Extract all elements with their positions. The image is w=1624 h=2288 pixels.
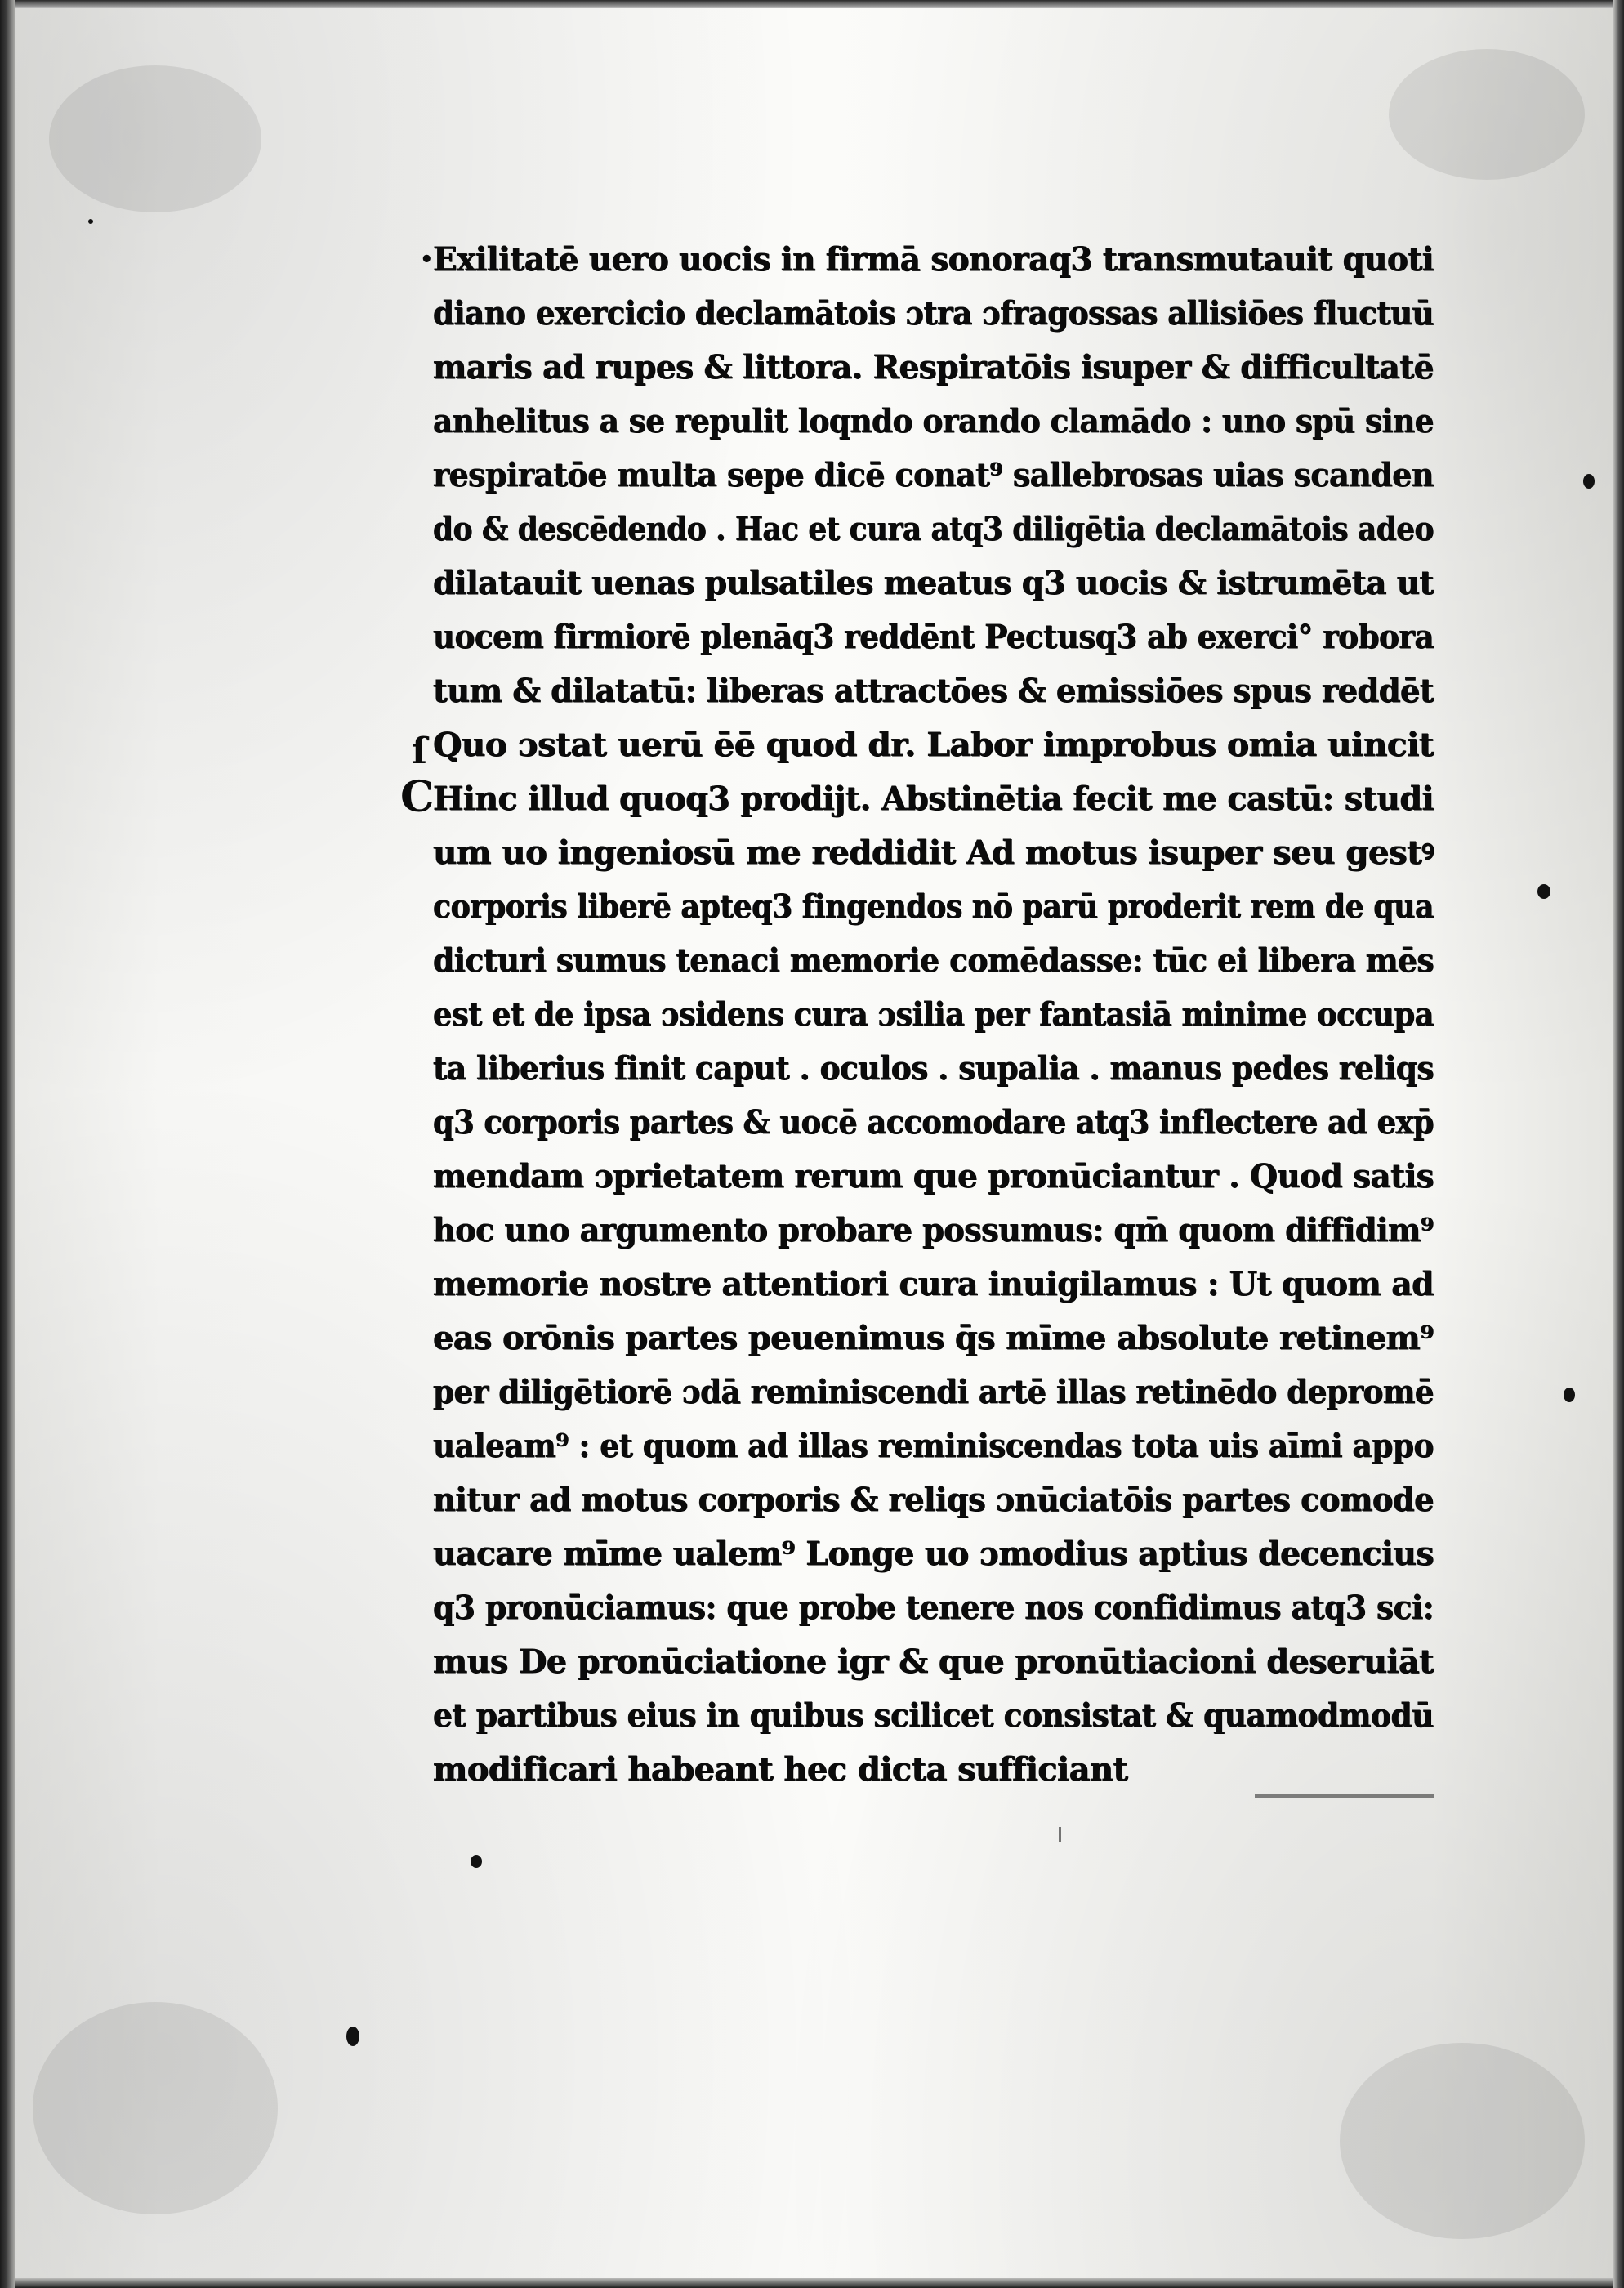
text-line: corporis liberē apteq3 fingendos nō parū proderit rem de qua [433, 887, 1434, 926]
ink-dot [346, 2027, 359, 2046]
text-line: memorie nostre attentiori cura inuigilamus : Ut quom ad [433, 1265, 1434, 1303]
paper-stain [1389, 49, 1585, 180]
scan-right-edge [1613, 0, 1624, 2288]
text-line: mus De pronūciatione igr & que pronūtiacioni deseruiāt [433, 1642, 1434, 1681]
text-line: Hinc illud quoq3 prodijt. Abstinētia fecit me castū: studi [433, 780, 1434, 818]
ink-dot [1537, 884, 1550, 899]
text-line: uacare mīme ualem⁹ Longe uo ɔmodius aptius decencius [433, 1535, 1434, 1573]
margin-bullet: • [420, 248, 434, 272]
text-line: q3 corporis partes & uocē accomodare atq3 inflectere ad exp̄ [433, 1103, 1434, 1142]
text-line: eas orōnis partes peuenimus q̄s mīme absolute retinem⁹ [433, 1319, 1434, 1357]
text-line: Quo ɔstat uerū ēē quod dr. Labor improbus omia uincit [433, 726, 1434, 764]
ink-trace [1059, 1827, 1061, 1842]
scan-bottom-edge [0, 2278, 1624, 2288]
text-line: um uo ingeniosū me reddidit Ad motus isuper seu gestꝰ [433, 833, 1434, 872]
text-line: hoc uno argumento probare possumus: qm̄ quom diffidim⁹ [433, 1211, 1434, 1249]
ink-dot [88, 219, 93, 224]
paper-stain [49, 65, 261, 212]
text-line: Exilitatē uero uocis in firmā sonoraq3 transmutauit quoti [433, 240, 1434, 279]
text-line: anhelitus a se repulit loqndo orando clamādo : uno spū sine [433, 402, 1434, 440]
text-line: diano exercicio declamātois ɔtra ɔfragossas allisiōes fluctuū [433, 294, 1434, 333]
text-line: uocem firmiorē plenāq3 reddēnt Pectusq3 ab exerci° robora [433, 618, 1434, 656]
margin-capitulum-mark: C [400, 772, 435, 822]
text-line: ualeam⁹ : et quom ad illas reminiscendas tota uis aīmi appo [433, 1427, 1434, 1465]
ink-dot [471, 1855, 482, 1868]
text-line: per diligētiorē ɔdā reminiscendi artē illas retinēdo depromē [433, 1373, 1434, 1411]
text-line: modificari habeant hec dicta sufficiant [433, 1750, 1128, 1789]
text-line: nitur ad motus corporis & reliqs ɔnūciatōis partes comode [433, 1481, 1434, 1519]
text-line: tum & dilatatū: liberas attractōes & emissiōes spus reddēt [433, 672, 1434, 710]
text-line: dilatauit uenas pulsatiles meatus q3 uocis & istrumēta ut [433, 564, 1434, 602]
paper-stain [1340, 2043, 1585, 2239]
text-line: ta liberius finit caput . oculos . supalia . manus pedes reliqs [433, 1049, 1434, 1088]
ink-dot [1564, 1388, 1575, 1402]
margin-paragraph-mark: ſ [412, 731, 427, 772]
paper-stain [33, 2002, 278, 2214]
scan-left-edge [0, 0, 15, 2288]
text-line: dicturi sumus tenaci memorie comēdasse: tūc ei libera mēs [433, 941, 1434, 980]
text-line: est et de ipsa ɔsidens cura ɔsilia per fantasiā minime occupa [433, 995, 1434, 1034]
text-line: q3 pronūciamus: que probe tenere nos confidimus atq3 sci: [433, 1589, 1434, 1627]
text-line: mendam ɔprietatem rerum que pronūciantur . Quod satis [433, 1157, 1434, 1195]
scan-top-edge [0, 0, 1624, 8]
text-line: respiratōe multa sepe dicē conat⁹ sallebrosas uias scanden [433, 456, 1434, 494]
ink-dot [1583, 474, 1595, 489]
text-line: maris ad rupes & littora. Respiratōis isuper & difficultatē [433, 348, 1434, 387]
text-line: do & descēdendo . Hac et cura atq3 diligētia declamātois adeo [433, 510, 1434, 548]
gothic-text-block [433, 237, 1438, 1798]
text-line: et partibus eius in quibus scilicet consistat & quamodmodū [433, 1696, 1434, 1735]
